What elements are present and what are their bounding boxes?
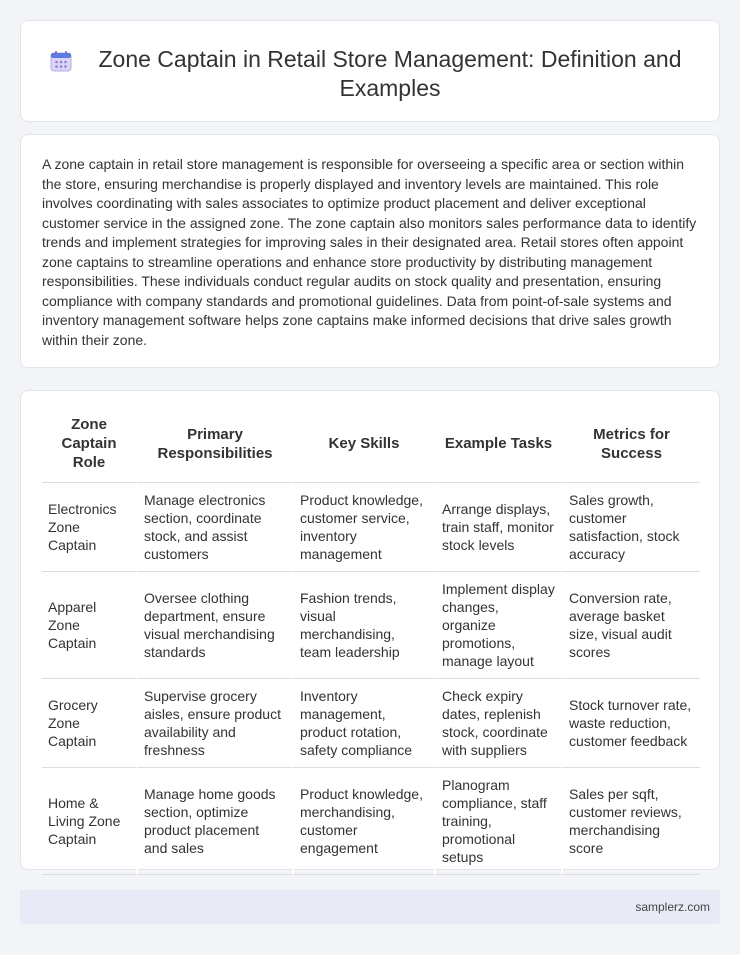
- table-cell: Supervise grocery aisles, ensure product availability and freshness: [136, 679, 292, 768]
- title-card: [20, 20, 720, 122]
- table-cell: Sales per sqft, customer reviews, merchandising score: [561, 768, 700, 875]
- header-zone-captain-role: Zone Captain Role: [42, 409, 136, 483]
- table-row: [42, 768, 700, 875]
- table-cell: Manage home goods section, optimize product placement and sales: [136, 768, 292, 875]
- table-cell: Sales growth, customer satisfaction, stock accuracy: [561, 483, 700, 572]
- table-row: [42, 679, 700, 768]
- table-cell: Product knowledge, customer service, inventory management: [292, 483, 434, 572]
- table-cell: Home & Living Zone Captain: [42, 768, 136, 875]
- page-title: Zone Captain in Retail Store Management: Definition and Examples: [98, 46, 682, 101]
- table-card: [20, 390, 720, 870]
- intro-card: [20, 134, 720, 368]
- table-cell: Arrange displays, train staff, monitor stock levels: [434, 483, 561, 572]
- header-key-skills: Key Skills: [292, 409, 434, 483]
- header-primary-responsibilities: Primary Responsibilities: [136, 409, 292, 483]
- footer-bar: [20, 890, 720, 924]
- header-example-tasks: Example Tasks: [434, 409, 561, 483]
- table-cell: Grocery Zone Captain: [42, 679, 136, 768]
- table-cell: Stock turnover rate, waste reduction, customer feedback: [561, 679, 700, 768]
- table-cell: Check expiry dates, replenish stock, coordinate with suppliers: [434, 679, 561, 768]
- table-row: [42, 483, 700, 572]
- table-cell: Fashion trends, visual merchandising, team leadership: [292, 572, 434, 679]
- table-cell: Conversion rate, average basket size, visual audit scores: [561, 572, 700, 679]
- table-cell: Manage electronics section, coordinate stock, and assist customers: [136, 483, 292, 572]
- intro-paragraph: A zone captain in retail store management is responsible for overseeing a specific area or section within the store, ensuring merchandise is properly displayed and inventory levels are maintained. This role involves coordinating with sales associates to optimize product placement and deliver exceptional customer service in the assigned zone. The zone captain also monitors sales performance data to identify trends and implement strategies for improving sales in their designated area. Retail stores often appoint zone captains to streamline operations and enhance store productivity by distributing management responsibilities. These individuals conduct regular audits on stock quality and presentation, ensuring compliance with company standards and promotional guidelines. Data from point-of-sale systems and inventory management software helps zone captains make informed decisions that drive sales growth within their zone.: [42, 156, 697, 348]
- table-cell: Apparel Zone Captain: [42, 572, 136, 679]
- table-cell: Inventory management, product rotation, safety compliance: [292, 679, 434, 768]
- table-cell: Electronics Zone Captain: [42, 483, 136, 572]
- table-row: [42, 572, 700, 679]
- header-metrics-for-success: Metrics for Success: [561, 409, 700, 483]
- table-cell: Implement display changes, organize promotions, manage layout: [434, 572, 561, 679]
- table-cell: Product knowledge, merchandising, customer engagement: [292, 768, 434, 875]
- footer-site-link[interactable]: samplerz.com: [635, 900, 710, 914]
- roles-table: [42, 409, 700, 875]
- table-cell: Oversee clothing department, ensure visual merchandising standards: [136, 572, 292, 679]
- table-header-row: [42, 409, 700, 483]
- table-cell: Planogram compliance, staff training, promotional setups: [434, 768, 561, 875]
